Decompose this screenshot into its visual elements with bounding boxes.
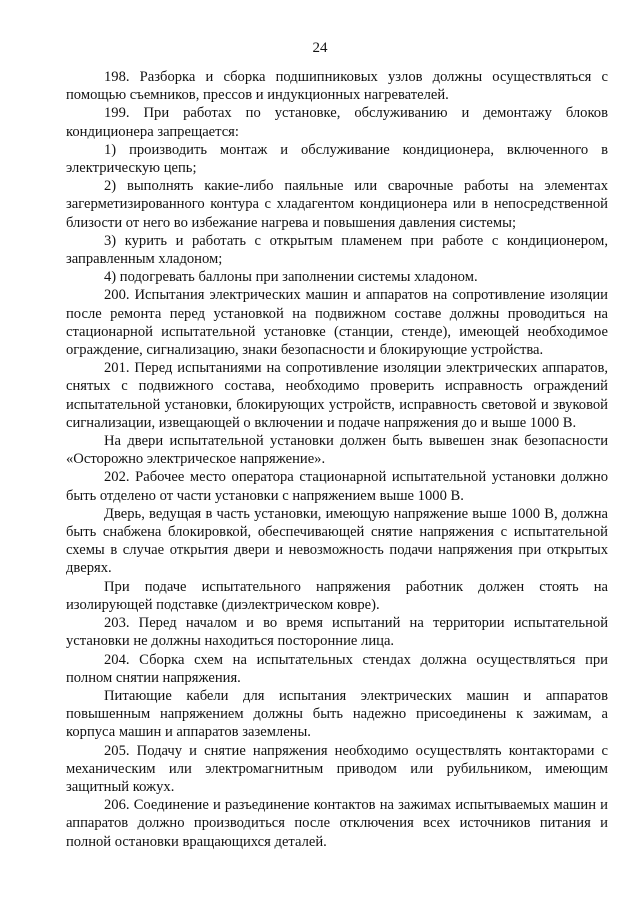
paragraph-203: 203. Перед началом и во время испытаний на территории испытательной установки не должны находиться посторонние лица. [66, 615, 608, 650]
list-item-4: 4) подогревать баллоны при заполнении системы хладоном. [104, 269, 478, 286]
paragraph-199: 199. При работах по установке, обслуживанию и демонтажу блоков кондиционера запрещается: [66, 105, 608, 140]
list-item-3: 3) курить и работать с открытым пламенем при работе с кондиционером, заправленным хладоном; [66, 232, 608, 268]
paragraph-201: 201. Перед испытаниями на сопротивление изоляции электрических аппаратов, снятых с подвижного состава, необходимо проверить исправность ограждений испытательной установки, блокирующих устройств, исправность световой и звуковой сигнализации, извещающей о включении и подаче напряжения до и выше 1000 В. [66, 360, 608, 431]
paragraph-201-sign: На двери испытательной установки должен быть вывешен знак безопасности «Осторожно электрическое напряжение». [66, 433, 608, 468]
list-item-2: 2) выполнять какие-либо паяльные или сварочные работы на элементах загерметизированного контура с хладагентом кондиционера или в непосредственной близости от него во избежание нагрева и повышения давления системы; [66, 178, 608, 231]
paragraph-204: 204. Сборка схем на испытательных стендах должна осуществляться при полном снятии напряжения. [66, 651, 608, 686]
page-number: 24 [312, 40, 328, 56]
paragraph-206: 206. Соединение и разъединение контактов на зажимах испытываемых машин и аппаратов должно производиться после отключения всех источников питания и полной остановки вращающихся деталей. [66, 797, 608, 850]
paragraph-198: 198. Разборка и сборка подшипниковых узлов должны осуществляться с помощью съемников, прессов и индукционных нагревателей. [66, 69, 608, 104]
list-item-1: 1) производить монтаж и обслуживание кондиционера, включенного в электрическую цепь; [66, 141, 608, 177]
document-body [66, 68, 608, 851]
paragraph-204-cables: Питающие кабели для испытания электрических машин и аппаратов повышенным напряжением должны быть надежно присоединены к зажимам, а корпуса машин и аппаратов заземлены. [66, 687, 608, 741]
paragraph-202-door: Дверь, ведущая в часть установки, имеющую напряжение выше 1000 В, должна быть снабжена блокировкой, обеспечивающей снятие напряжения с испытательной схемы в случае открытия двери и невозможность подачи напряжения при открытых дверях. [66, 505, 608, 577]
paragraph-202-mat: При подаче испытательного напряжения работник должен стоять на изолирующей подставке (диэлектрическом ковре). [66, 578, 608, 613]
paragraph-205: 205. Подачу и снятие напряжения необходимо осуществлять контакторами с механическим или электромагнитным приводом или рубильником, имеющим защитный кожух. [66, 742, 608, 795]
paragraph-202: 202. Рабочее место оператора стационарной испытательной установки должно быть отделено от части установки с напряжением выше 1000 В. [66, 469, 608, 504]
paragraph-200: 200. Испытания электрических машин и аппаратов на сопротивление изоляции после ремонта перед установкой на подвижном составе должны проводиться на стационарной испытательной установке (станции, стенде), имеющей необходимое ограждение, сигнализацию, знаки безопасности и блокирующие устройства. [66, 287, 608, 359]
